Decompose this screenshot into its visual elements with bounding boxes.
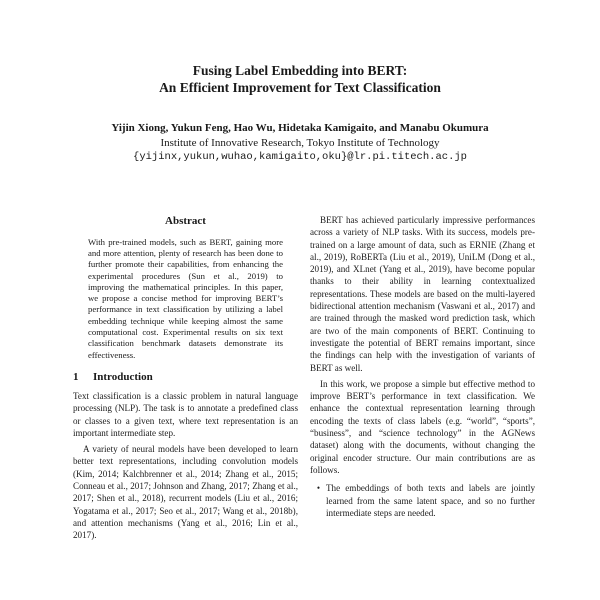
paper-title-line-1: Fusing Label Embedding into BERT: [192,63,408,78]
left-column [73,214,298,542]
paragraph-1: Text classification is a classic problem in natural language processing (NLP). The task is to annotate a predefined class or classes to a given text, where text representation is an important intermediate step. [73,390,298,438]
paragraph-3: BERT has achieved particularly impressive performances across a variety of NLP tasks. With its success, models pre-trained on a large amount of data, such as ERNIE (Zhang et al., 2019), RoBERTa (Liu et al., 2019), UniLM (Dong et al., 2019), and XLnet (Yang et al., 2019), have become popular thanks to their ability in learning contextualized representations. These models are based on the multi-layered bidirectional attention mechanism (Vaswani et al., 2017) and are trained through the masked word prediction task, which are two of the main components of BERT. Continuing to investigate the potential of BERT remains important, since the findings can help with the investigation of variants of BERT as well. [310,215,535,373]
bullet-text: The embeddings of both texts and labels are jointly learned from the same latent space, and so no further intermediate steps are needed. [326,483,535,518]
abstract-heading: Abstract [165,215,206,227]
affiliation: Institute of Innovative Research, Tokyo Institute of Technology [160,137,440,149]
paper-title-line-2: An Efficient Improvement for Text Classification [159,80,441,95]
paper-title [0,62,600,96]
contribution-bullet [310,482,535,519]
section-number: 1 [73,370,79,383]
bullet-marker: • [316,483,320,494]
section-heading-introduction [73,370,298,384]
author-emails: {yijinx,yukun,wuhao,kamigaito,oku}@lr.pi.titech.ac.jp [133,151,467,163]
abstract-text: With pre-trained models, such as BERT, gaining more and more attention, plenty of research has been done to further promote their capabilities, from enhancing the experimental procedures (Sun et al., 2019) to improving the mathematical principles. In this paper, we propose a concise method for improving BERT’s performance in text classification by utilizing a label embedding technique while keeping almost the same computational cost. Experimental results on six text classification benchmark datasets demonstrate its effectiveness. [88,236,283,360]
paragraph-4: In this work, we propose a simple but effective method to improve BERT’s performance in text classification. We enhance the contextual representation learning through encoding the texts of class labels (e.g. “world”, “sports”, “business”, and “science technology” in the AGNews dataset) along with the documents, without changing the original encoder structure. Our main contributions are as follows. [310,378,535,475]
paragraph-2: A variety of neural models have been developed to learn better text representations, including convolution models (Kim, 2014; Kalchbrenner et al., 2014; Zhang et al., 2015; Conneau et al., 2017; Johnson and Zhang, 2017; Zhang et al., 2017; Shen et al., 2018), recurrent models (Liu et al., 2016; Yogatama et al., 2017; Seo et al., 2017; Wang et al., 2018b), and attention mechanisms (Yang et al., 2016; Lin et al., 2017). [73,444,298,541]
right-column [310,214,535,519]
author-list: Yijin Xiong, Yukun Feng, Hao Wu, Hidetaka Kamigaito, and Manabu Okumura [111,122,489,134]
section-title: Introduction [93,370,153,383]
